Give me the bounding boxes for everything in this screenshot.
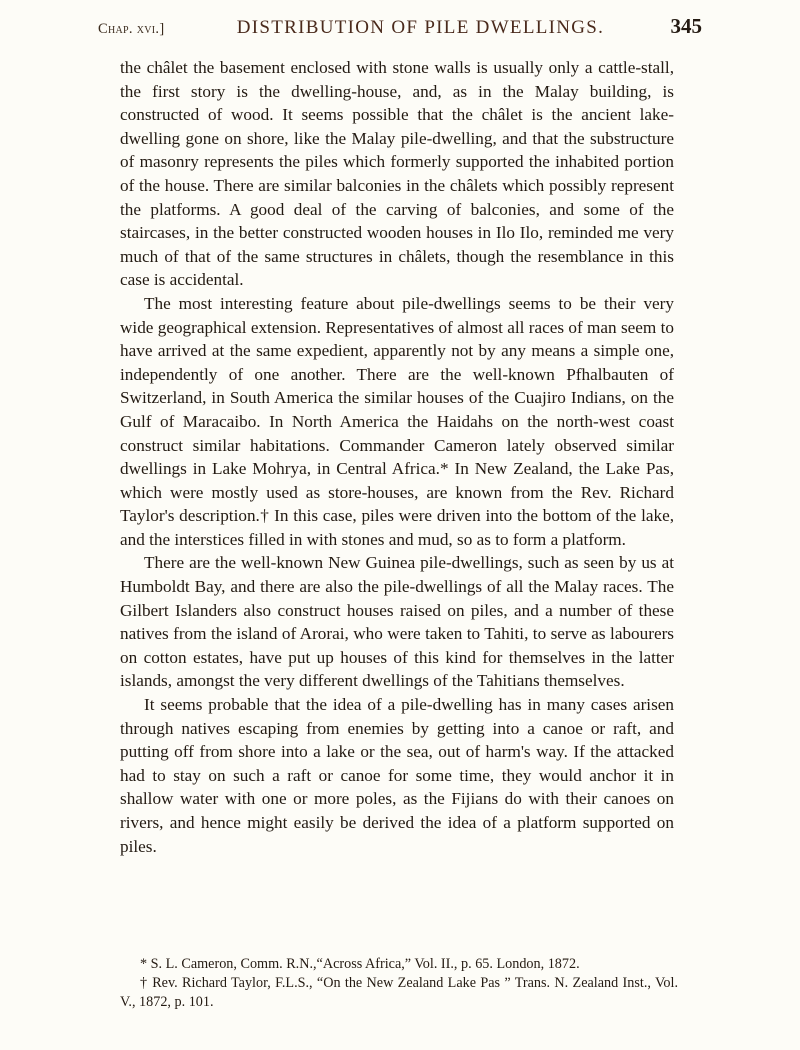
footnotes [120,955,678,1011]
paragraph: the châlet the basement enclosed with stone walls is usually only a cattle-stall, the first story is the dwelling-house, and, as in the Malay building, is constructed of wood. It seems possible that the châlet is the ancient lake-dwelling gone on shore, like the Malay pile-dwelling, and that the substructure of masonry represents the piles which formerly supported the inhabited portion of the house. There are similar balconies in the châlets which possibly represent the platforms. A good deal of the carving of balconies, and some of the staircases, in the better constructed wooden houses in Ilo Ilo, reminded me very much of that of the same structures in châlets, though the resemblance in this case is accidental. [120,58,674,290]
paragraph: It seems probable that the idea of a pile-dwelling has in many cases arisen through natives escaping from enemies by getting into a canoe or raft, and putting off from shore into a lake or the sea, out of harm's way. If the attacked had to stay on such a raft or canoe for some time, they would anchor it in shallow water with one or more poles, as the Fijians do with their canoes on rivers, and hence might easily be derived the idea of a platform supported on piles. [120,695,674,856]
page-header [98,14,702,39]
page-body [120,56,674,858]
running-title: DISTRIBUTION OF PILE DWELLINGS. [236,17,605,38]
footnote: † Rev. Richard Taylor, F.L.S., “On the New Zealand Lake Pas ” Trans. N. Zealand Inst., Vol. V., 1872, p. 101. [120,975,678,1010]
footnote: * S. L. Cameron, Comm. R.N.,“Across Africa,” Vol. II., p. 65. London, 1872. [140,956,580,972]
paragraph: There are the well-known New Guinea pile-dwellings, such as seen by us at Humboldt Bay, and there are also the pile-dwellings of all the Malay races. The Gilbert Islanders also construct houses raised on piles, and a number of these natives from the island of Arorai, who were taken to Tahiti, to serve as labourers on cotton estates, have put up houses of this kind for themselves in the latter islands, amongst the very different dwellings of the Tahitians themselves. [120,553,674,691]
chapter-label: Chap. xvi.] [98,21,165,37]
page-number: 345 [670,14,702,38]
paragraph: The most interesting feature about pile-dwellings seems to be their very wide geographical extension. Representatives of almost all races of man seem to have arrived at the same expedient, apparently not by any means a simple one, independently of one another. There are the well-known Pfhalbauten of Switzerland, in South America the similar houses of the Cuajiro Indians, on the Gulf of Maracaibo. In North America the Haidahs on the north-west coast construct similar habitations. Commander Cameron lately observed similar dwellings in Lake Mohrya, in Central Africa.* In New Zealand, the Lake Pas, which were mostly used as store-houses, are known from the Rev. Richard Taylor's description.† In this case, piles were driven into the bottom of the lake, and the interstices filled in with stones and mud, so as to form a platform. [120,293,674,549]
